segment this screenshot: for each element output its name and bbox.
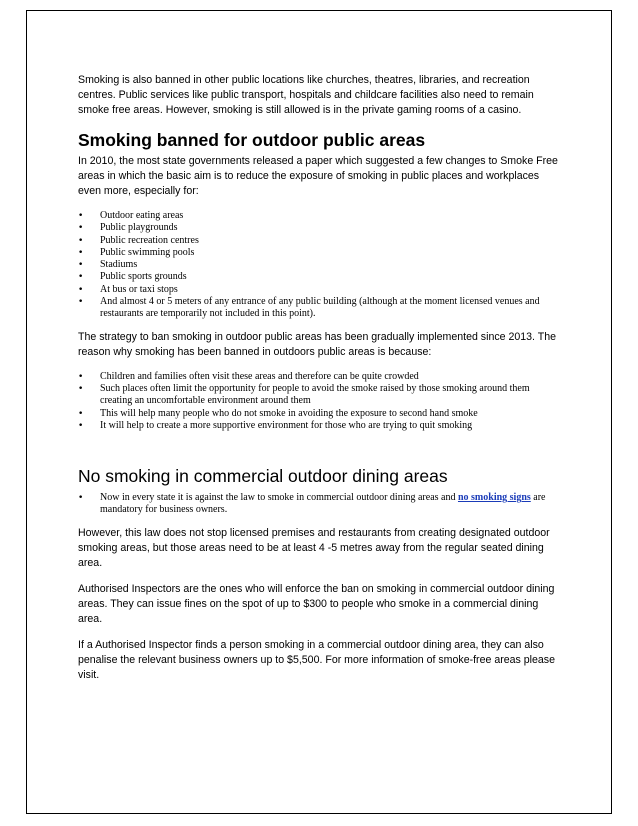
list-item: • Children and families often visit these areas and therefore can be quite crowded bbox=[78, 370, 419, 382]
bullet-icon: • bbox=[78, 247, 84, 258]
list-item: • Public swimming pools bbox=[78, 246, 195, 258]
places-list bbox=[78, 210, 564, 321]
bullet-icon: • bbox=[78, 420, 84, 431]
list-item: • Now in every state it is against the law to smoke in commercial outdoor dining areas and no smoking signs are mandatory for business owners. bbox=[78, 492, 546, 516]
section-heading-commercial-dining: No smoking in commercial outdoor dining areas bbox=[78, 466, 448, 487]
bullet-icon: • bbox=[78, 297, 84, 308]
strategy-paragraph: The strategy to ban smoking in outdoor public areas has been gradually implemented since 2013. The reason why smoking has been banned in outdoors public areas is because: bbox=[78, 330, 556, 358]
bullet-icon: • bbox=[78, 383, 84, 394]
bullet-icon: • bbox=[78, 260, 84, 271]
bullet-icon: • bbox=[78, 235, 84, 246]
no-smoking-signs-link[interactable]: no smoking signs bbox=[457, 492, 531, 504]
list-item: • Stadiums bbox=[78, 259, 138, 271]
list-item: • This will help many people who do not smoke in avoiding the exposure to second hand smoke bbox=[78, 407, 478, 419]
list-item: • Such places often limit the opportunity for people to avoid the smoke raised by those smoking around them creating an uncomfortable environment around them bbox=[78, 382, 530, 407]
section2-paragraph-2: Authorised Inspectors are the ones who will enforce the ban on smoking in commercial outdoor dining areas. They can issue fines on the spot of up to $300 to people who smoke in a commercial dining area. bbox=[78, 582, 555, 625]
bullet-icon: • bbox=[78, 408, 84, 419]
bullet-icon: • bbox=[78, 223, 84, 234]
reasons-list bbox=[78, 371, 564, 432]
list-item: • And almost 4 or 5 meters of any entrance of any public building (although at the moment licensed venues and restaurants are temporarily not included in this point). bbox=[78, 296, 540, 320]
list-item: • Outdoor eating areas bbox=[78, 210, 184, 221]
list-item: • Public recreation centres bbox=[78, 234, 199, 246]
intro-paragraph: Smoking is also banned in other public locations like churches, theatres, libraries, and recreation centres. Public services like public transport, hospitals and childcare facilities also need to remain smoke free areas. However, smoking is still allowed is in the private gaming rooms of a casino. bbox=[78, 74, 534, 116]
section2-paragraph-3: If a Authorised Inspector finds a person smoking in a commercial outdoor dining area, they can also penalise the relevant business owners up to $5,500. For more information of smoke-free areas please visit. bbox=[78, 638, 555, 681]
bullet-icon: • bbox=[78, 371, 84, 382]
bullet-icon: • bbox=[78, 493, 84, 504]
document-content bbox=[78, 73, 564, 694]
bullet-icon: • bbox=[78, 284, 84, 295]
section-heading-outdoor-public-areas: Smoking banned for outdoor public areas bbox=[78, 130, 426, 150]
bullet-icon: • bbox=[78, 211, 84, 221]
list-item: • It will help to create a more supportive environment for those who are trying to quit smoking bbox=[78, 419, 473, 431]
bullet-icon: • bbox=[78, 272, 84, 283]
list-item: • Public sports grounds bbox=[78, 271, 187, 283]
section2-paragraph-1: However, this law does not stop licensed premises and restaurants from creating designated outdoor smoking areas, but those areas need to be at least 4 -5 metres away from the regular seated dining area. bbox=[78, 526, 550, 569]
list-item: • Public playgrounds bbox=[78, 222, 178, 234]
section1-paragraph: In 2010, the most state governments released a paper which suggested a few changes to Smoke Free areas in which the basic aim is to reduce the exposure of smoking in public places and workplaces even more, especially for: bbox=[78, 155, 558, 197]
list-item: • At bus or taxi stops bbox=[78, 283, 178, 295]
dining-list bbox=[78, 492, 564, 517]
